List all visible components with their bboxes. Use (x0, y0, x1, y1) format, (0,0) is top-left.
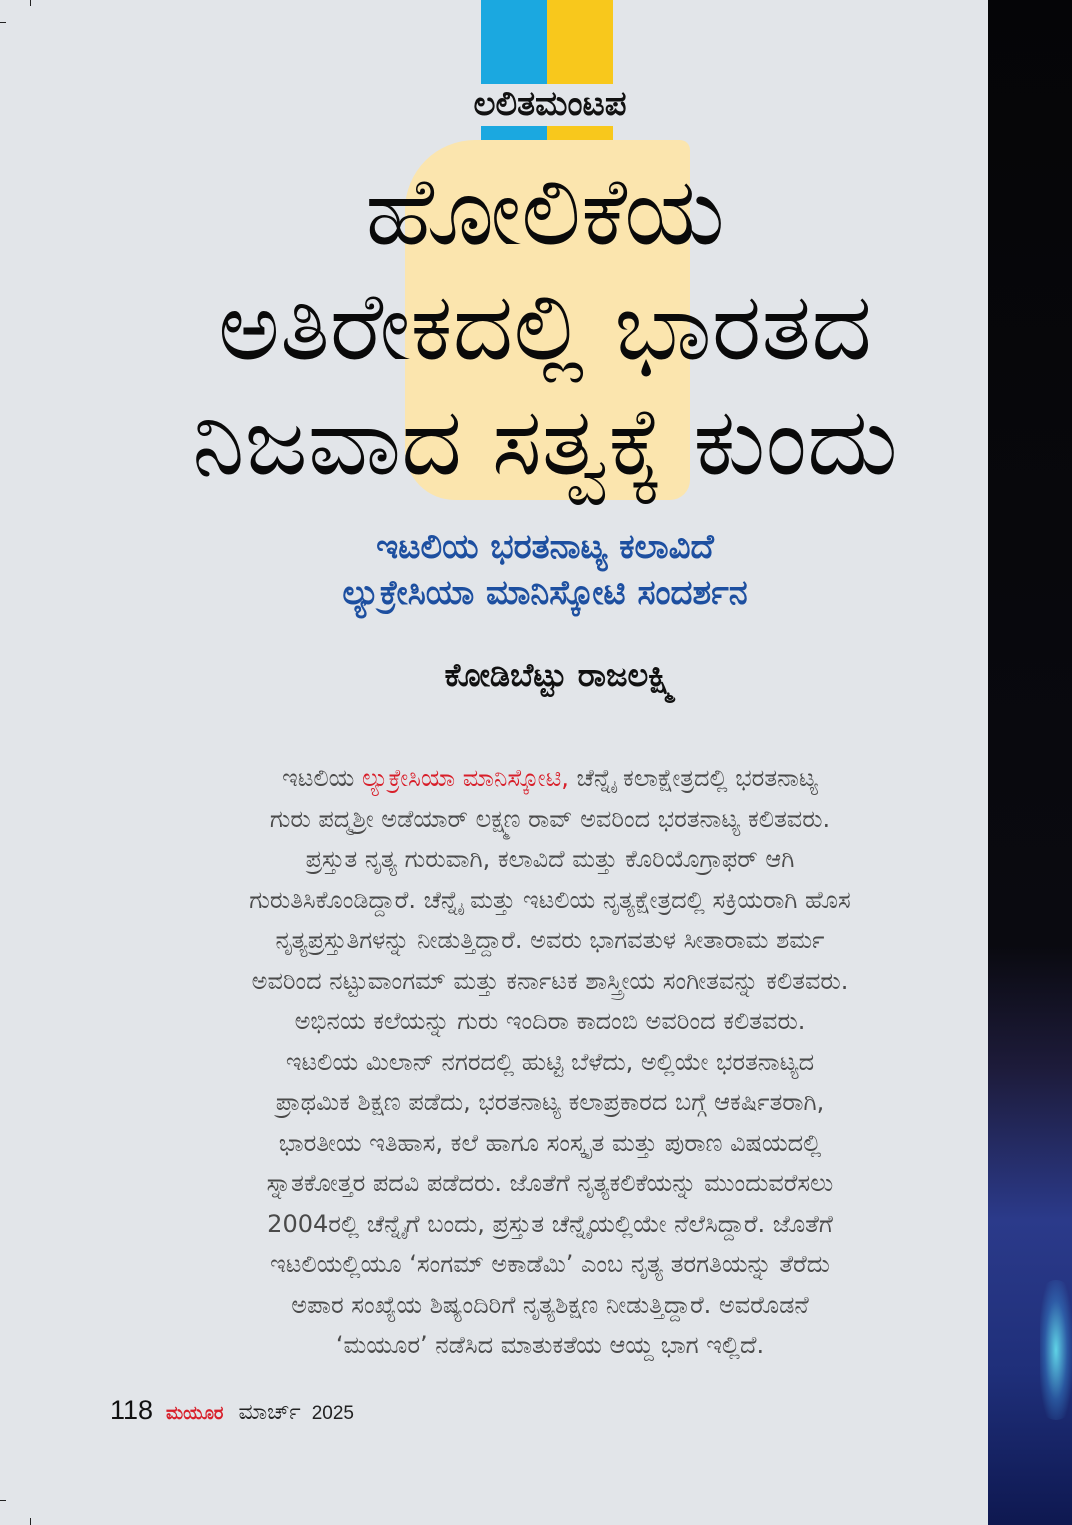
header-blue-block (481, 0, 547, 84)
crop-mark-top-left-v (30, 0, 31, 6)
section-label: ಲಲಿತಮಂಟಪ (473, 84, 627, 124)
first-line-prefix: ಇಟಲಿಯ (282, 764, 362, 792)
subtitle (170, 524, 920, 616)
paragraph-line: ಅಪಾರ ಸಂಖ್ಯೆಯ ಶಿಷ್ಯಂದಿರಿಗೆ ನೃತ್ಯಶಿಕ್ಷಣ ನೀಡುತ್ತಿದ್ದಾರೆ. ಅವರೊಡನೆ (291, 1290, 809, 1319)
paragraph-line: ಅವರಿಂದ ನಟ್ಟುವಾಂಗಮ್ ಮತ್ತು ಕರ್ನಾಟಕ ಶಾಸ್ತ್ರೀಯ ಸಂಗೀತವನ್ನು ಕಲಿತವರು. (251, 966, 849, 995)
subtitle-line: ಇಟಲಿಯ ಭರತನಾಟ್ಯ ಕಲಾವಿದೆ (376, 527, 714, 567)
paragraph-line (140, 758, 960, 799)
header-yellow-block (547, 0, 613, 84)
crop-mark-top-left (0, 22, 6, 23)
first-line-suffix: ಚೆನ್ನೈ ಕಲಾಕ್ಷೇತ್ರದಲ್ಲಿ ಭರತನಾಟ್ಯ (568, 764, 818, 792)
headline-line: ಅತಿರೇಕದಲ್ಲಿ ಭಾರತದ (218, 273, 872, 382)
headline-line: ನಿಜವಾದ ಸತ್ವಕ್ಕೆ ಕುಂದು (192, 388, 898, 497)
headline-line: ಹೋಲಿಕೆಯ (365, 158, 725, 267)
paragraph-line: ಗುರು ಪದ್ಮಶ್ರೀ ಅಡೆಯಾರ್ ಲಕ್ಷ್ಮಣ ರಾವ್ ಅವರಿಂದ ಭರತನಾಟ್ಯ ಕಲಿತವರು. (269, 804, 831, 833)
photo-highlight (1040, 1280, 1072, 1420)
paragraph-line: ‘ಮಯೂರ’ ನಡೆಸಿದ ಮಾತುಕತೆಯ ಆಯ್ದ ಭಾಗ ಇಲ್ಲಿದೆ. (335, 1331, 765, 1359)
magazine-name: ಮಯೂರ (166, 1403, 224, 1424)
crop-mark-bottom-left (0, 1500, 6, 1501)
paragraph-line: ಪ್ರಾಥಮಿಕ ಶಿಕ್ಷಣ ಪಡೆದು, ಭರತನಾಟ್ಯ ಕಲಾಪ್ರಕಾರದ ಬಗ್ಗೆ ಆಕರ್ಷಿತರಾಗಿ, (275, 1088, 825, 1116)
paragraph-line: 2004ರಲ್ಲಿ ಚೆನ್ನೈಗೆ ಬಂದು, ಪ್ರಸ್ತುತ ಚೆನ್ನೈಯಲ್ಲಿಯೇ ನೆಲೆಸಿದ್ದಾರೆ. ಜೊತೆಗೆ (267, 1209, 833, 1238)
headline (80, 155, 1010, 500)
highlighted-name: ಲ್ಯುಕ್ರೇಸಿಯಾ ಮಾನಿಸ್ಕೋಟಿ, (362, 764, 569, 792)
intro-paragraph (140, 758, 960, 1366)
author-byline: ಕೋಡಿಬೆಟ್ಟು ರಾಜಲಕ್ಷ್ಮಿ (444, 656, 676, 694)
page-number: 118 (110, 1395, 154, 1425)
paragraph-line: ನೃತ್ಯಪ್ರಸ್ತುತಿಗಳನ್ನು ನೀಡುತ್ತಿದ್ದಾರೆ. ಅವರು ಭಾಗವತುಳ ಸೀತಾರಾಮ ಶರ್ಮ (275, 926, 825, 954)
issue-month: ಮಾರ್ಚ್ (238, 1400, 301, 1425)
paragraph-line: ಭಾರತೀಯ ಇತಿಹಾಸ, ಕಲೆ ಹಾಗೂ ಸಂಸ್ಕೃತ ಮತ್ತು ಪುರಾಣ ವಿಷಯದಲ್ಲಿ (278, 1128, 822, 1157)
paragraph-line: ಗುರುತಿಸಿಕೊಂಡಿದ್ದಾರೆ. ಚೆನ್ನೈ ಮತ್ತು ಇಟಲಿಯ ನೃತ್ಯಕ್ಷೇತ್ರದಲ್ಲಿ ಸಕ್ರಿಯರಾಗಿ ಹೊಸ (249, 885, 851, 914)
paragraph-line: ಅಭಿನಯ ಕಲೆಯನ್ನು ಗುರು ಇಂದಿರಾ ಕಾದಂಬಿ ಅವರಿಂದ ಕಲಿತವರು. (294, 1007, 806, 1035)
paragraph-line: ಸ್ನಾತಕೋತ್ತರ ಪದವಿ ಪಡೆದರು. ಜೊತೆಗೆ ನೃತ್ಯಕಲಿಕೆಯನ್ನು ಮುಂದುವರೆಸಲು (266, 1169, 834, 1197)
issue-year: 2025 (311, 1403, 354, 1424)
paragraph-line: ಪ್ರಸ್ತುತ ನೃತ್ಯ ಗುರುವಾಗಿ, ಕಲಾವಿದೆ ಮತ್ತು ಕೊರಿಯೊಗ್ರಾಫರ್ ಆಗಿ (305, 845, 795, 873)
crop-mark-bottom-left-v (30, 1518, 31, 1525)
page-footer (110, 1394, 354, 1426)
subtitle-line: ಲ್ಯುಕ್ರೇಸಿಯಾ ಮಾನಿಸ್ಕೋಟಿ ಸಂದರ್ಶನ (342, 573, 748, 613)
paragraph-line: ಇಟಲಿಯಲ್ಲಿಯೂ ‘ಸಂಗಮ್ ಅಕಾಡೆಮಿ’ ಎಂಬ ನೃತ್ಯ ತರಗತಿಯನ್ನು ತೆರೆದು (270, 1250, 830, 1278)
paragraph-line: ಇಟಲಿಯ ಮಿಲಾನ್ ನಗರದಲ್ಲಿ ಹುಟ್ಟಿ ಬೆಳೆದು, ಅಲ್ಲಿಯೇ ಭರತನಾಟ್ಯದ (285, 1047, 815, 1076)
